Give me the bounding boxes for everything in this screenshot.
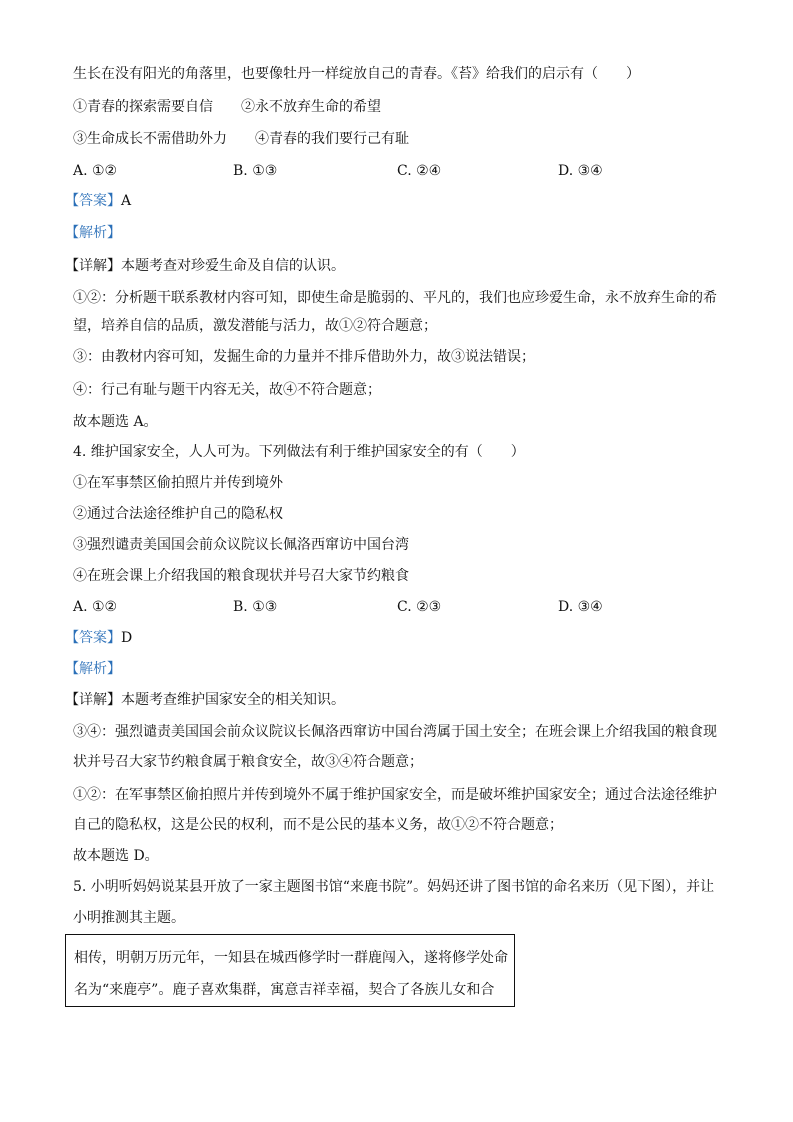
q4-statement-3: ③强烈谴责美国国会前众议院议长佩洛西窜访中国台湾 <box>73 537 409 553</box>
q5-box-line-2: 名为“来鹿亭”。鹿子喜欢集群，寓意吉祥幸福，契合了各族儿女和合 <box>74 982 495 998</box>
q4-conclusion: 故本题选 D。 <box>73 848 159 864</box>
q3-explain-2: ③：由教材内容可知，发掘生命的力量并不排斥借助外力，故③说法错误； <box>73 349 535 365</box>
detail-text: 本题考查维护国家安全的相关知识。 <box>121 692 345 708</box>
q4-option-a: A. ①② <box>73 599 118 615</box>
q3-explain-1a: ①②：分析题干联系教材内容可知，即使生命是脆弱的、平凡的，我们也应珍爱生命，永不放弃生命的希 <box>73 290 717 306</box>
q3-detail <box>65 256 345 276</box>
q4-stem: 4. 维护国家安全，人人可为。下列做法有利于维护国家安全的有（ ） <box>73 444 525 460</box>
q5-box-line-1: 相传，明朝万历元年，一知县在城西修学时一群鹿闯入，遂将修学处命 <box>74 950 508 966</box>
q4-option-b: B. ①③ <box>233 599 278 615</box>
q3-explain-1b: 望，培养自信的品质，激发潜能与活力，故①②符合题意； <box>73 318 437 334</box>
q3-option-c: C. ②④ <box>397 163 442 179</box>
q4-detail <box>65 690 345 710</box>
q3-option-a: A. ①② <box>73 163 118 179</box>
q3-statements-2: ③生命成长不需借助外力 ④青春的我们要行己有耻 <box>73 131 409 147</box>
q4-explain-2a: ①②：在军事禁区偷拍照片并传到境外不属于维护国家安全，而是破坏维护国家安全；通过合法途径维护 <box>73 787 717 803</box>
q3-analysis-tag: 【解析】 <box>65 225 121 241</box>
q3-statements-1: ①青春的探索需要自信 ②永不放弃生命的希望 <box>73 99 381 115</box>
q4-statement-1: ①在军事禁区偷拍照片并传到境外 <box>73 475 283 491</box>
answer-value: A <box>121 193 132 209</box>
detail-text: 本题考查对珍爱生命及自信的认识。 <box>121 258 345 274</box>
q3-answer <box>65 191 131 211</box>
q4-explain-1a: ③④：强烈谴责美国国会前众议院议长佩洛西窜访中国台湾属于国土安全；在班会课上介绍我国的粮食现 <box>73 724 717 740</box>
q3-option-d: D. ③④ <box>558 163 603 179</box>
q4-option-c: C. ②③ <box>397 599 442 615</box>
q4-statement-2: ②通过合法途径维护自己的隐私权 <box>73 506 283 522</box>
q3-conclusion: 故本题选 A。 <box>73 414 158 430</box>
detail-tag: 【详解】 <box>65 692 121 708</box>
answer-tag: 【答案】 <box>65 193 121 209</box>
q5-story-box <box>65 934 515 1007</box>
q4-answer <box>65 628 132 648</box>
q4-analysis-tag: 【解析】 <box>65 661 121 677</box>
q5-stem-a: 5. 小明听妈妈说某县开放了一家主题图书馆“来鹿书院”。妈妈还讲了图书馆的命名来历（见下图），并让 <box>73 879 715 895</box>
answer-value: D <box>121 630 133 646</box>
detail-tag: 【详解】 <box>65 258 121 274</box>
q4-option-d: D. ③④ <box>558 599 603 615</box>
q4-explain-1b: 状并号召大家节约粮食属于粮食安全，故③④符合题意； <box>73 754 423 770</box>
answer-tag: 【答案】 <box>65 630 121 646</box>
q3-stem: 生长在没有阳光的角落里，也要像牡丹一样绽放自己的青春。《苔》给我们的启示有（ ） <box>73 66 640 82</box>
q4-statement-4: ④在班会课上介绍我国的粮食现状并号召大家节约粮食 <box>73 568 409 584</box>
q3-option-b: B. ①③ <box>233 163 278 179</box>
q3-explain-3: ④：行己有耻与题干内容无关，故④不符合题意； <box>73 382 381 398</box>
q5-stem-b: 小明推测其主题。 <box>73 910 185 926</box>
q4-explain-2b: 自己的隐私权，这是公民的权利，而不是公民的基本义务，故①②不符合题意； <box>73 817 563 833</box>
